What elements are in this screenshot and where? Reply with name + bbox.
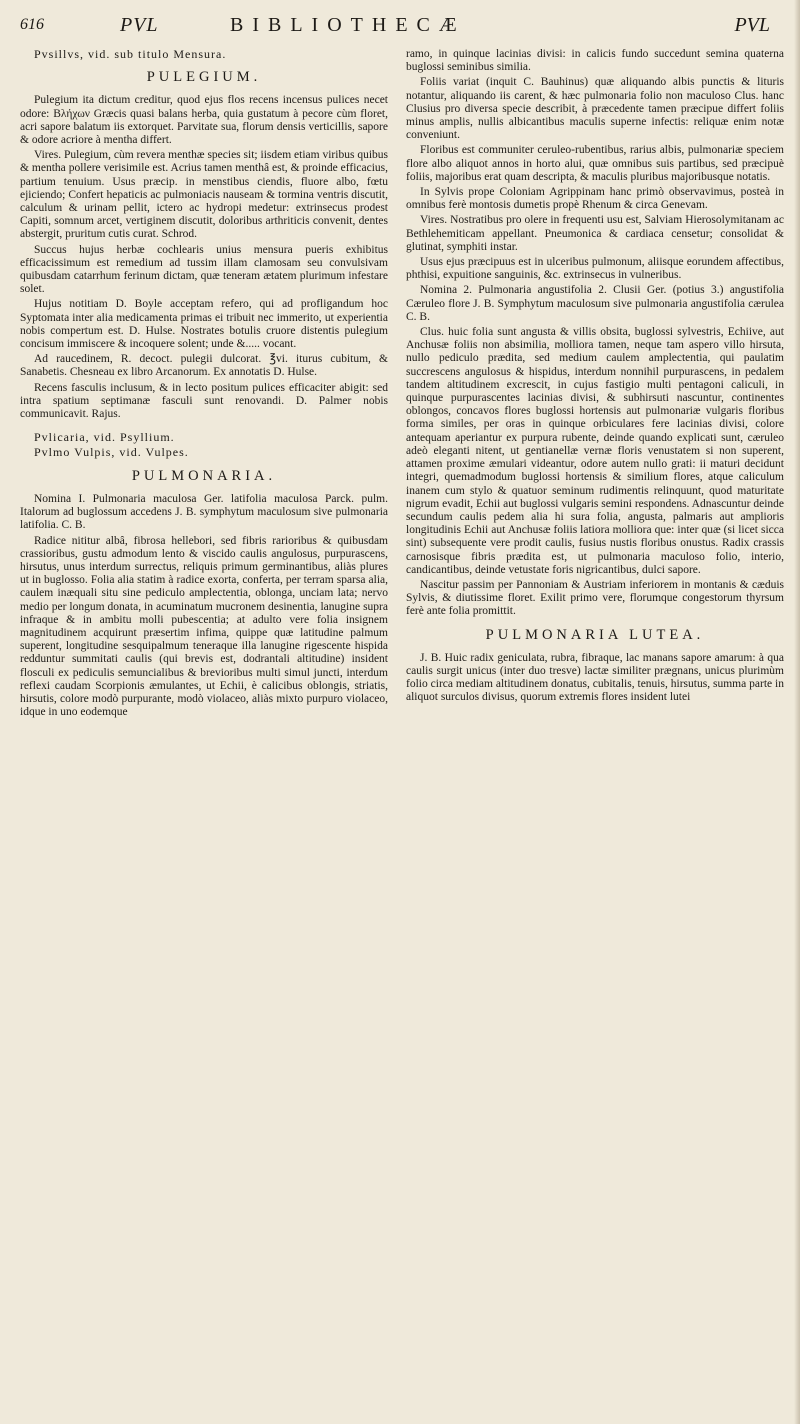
left-column — [20, 48, 388, 721]
paragraph: Vires. Pulegium, cùm revera menthæ species sit; iisdem etiam viribus quibus & mentha pollere verisimile est. Acrius tamen menthâ est, & proinde efficacius, partium tenuium. Usus præcip. in menstibus ciendis, fluore albo, fœtu ejiciendo; Confert hepaticis ac pulmoniacis nauseam & tormina ventris discutit, calculum & urinam pellit, ictero ac hydropi medetur: extrinsecus prodest Capiti, somnum arcet, vertiginem discutit, doloribus arthriticis convenit, dentes abstergit, pruritum cutis curat. Schrod. — [20, 149, 388, 241]
paragraph: Radice nititur albâ, fibrosa hellebori, sed fibris rarioribus & quibusdam crassioribus, gustu admodum lento & viscido caulis angulosus, purpurascens, hirsutus, unus interdum surrectus, reliquis primum germinantibus, aliàs plures ut in buglosso. Folia alia statim à radice exorta, conferta, per terram sparsa alia, caulem inæquali situ sine pediculo amplectentia, oblonga, unciam lata; nervo medio per longum donata, in acuminatum mucronem desinentia, lanugine supra infraque & in ambitu molli pubescentia; at adulto vere folia insignem magnitudinem acquirunt præsertim infima, quippe quæ latitudine palmum superent, longitudine sesquipalmum teneraque illa lanugine rigescente hispida redduntur summitati caulis (qui brevis est, dodrantali altitudine) insident flosculi ex pediculis semuncialibus & brevioribus multi simul juncti, interdum reflexi caudam Scorpionis æmulantes, ut Echii, è calicibus oblongis, striatis, hirsutis, colore modò purpurante, modò violaceo, aliàs mixto purpuro violaceo, idque in uno eodemque — [20, 534, 388, 719]
paragraph: Hujus notitiam D. Boyle acceptam refero, qui ad profligandum hoc Syptomata inter alia medicamenta primas ei tribuit nec immerito, ut experientia nobis compertum est. D. Hulse. Nostrates botulis cruore distentis pulegium concisum immiscere & incoquere solent; unde &..... vocant. — [20, 298, 388, 351]
paragraph: ramo, in quinque lacinias divisi: in calicis fundo succedunt semina quaterna buglossi seminibus similia. — [406, 48, 784, 74]
section-heading: PULMONARIA LUTEA. — [485, 626, 705, 643]
header-title: BIBLIOTHECÆ — [230, 14, 466, 36]
running-header — [20, 14, 780, 48]
paragraph: Floribus est communiter ceruleo-rubentibus, rarius albis, pulmonariæ speciem flore albo aliquot annos in horto alui, quæ omnibus suis partibus, sed præcipuè foliis, majoribus erat quam descripta, & maculis pluribus majoribusque notatis. — [406, 144, 784, 183]
cross-reference: Pvlicaria, vid. Psyllium. — [34, 430, 175, 445]
section-heading: PULEGIUM. — [146, 69, 262, 86]
header-right-word: PVL — [734, 14, 770, 36]
right-column — [406, 48, 784, 707]
paragraph: Pulegium ita dictum creditur, quod ejus flos recens incensus pulices necet odore: Βλήχων Græcis quasi balans herba, quia gustatum à pecore cùm floret, acri sapore balatum iis extorquet. Parvitate sua, florum densis verticillis, sapore & odore acriore à mentha differt. — [20, 94, 388, 147]
cross-reference: Pvsillvs, vid. sub titulo Mensura. — [34, 47, 227, 61]
paragraph: Clus. huic folia sunt angusta & villis obsita, buglossi sylvestris, Echiive, aut Anchusæ foliis non absimilia, molliora tamen, neque tam aspero villo hirsuta, nullo pediculo prædita, sed medium caulem amplectentia, qui paulatim succrescens angulosus & hispidus, interdum nonnihil purpurascens, in pedalem tandem altitudinem excrescit, in cujus fastigio multi pentagoni caliculi, in quinque purpurascentes lacinias divisi, & subhirsuti nascuntur, continentes oblongos, concavos flores buglossi hortensis aut pulmonariæ vulgaris floribus forma similes, per oras in quinque orbiculares fere lacinias divisi, colore antequam aperiantur ex purpura rubente, deinde quando explicati sunt, cæruleo adeò eleganti nitent, ut gentianellæ vernæ floris venustatem si non superent, attamen proxime æmulari videantur, odore autem nullo grati: ii maturi decidunt integri, quemadmodum buglossi hortensis & similium flores, atque caliculum inanem cum stylo & quatuor seminum rudimentis relinquunt, quod maturitate nigrum evadit, Echii aut buglossi vulgaris semini respondens. Adnascuntur deinde secundum caulis pedem alia hi sura folia, angusta, palmaris aut amplioris longitudinis Echii aut Anchusæ foliis latiora molliora que: inter quæ (si licet sicca sint) subsequente vere prodit caulis, fusius nustis floribus onustus. Radix crassis carnosisque fibris prædita est, ut pulmonaria maculoso folio, interio, candicantibus, deinde vetustate foris nigricantibus, dulci sapore. — [406, 326, 784, 576]
page-number: 616 — [20, 16, 44, 33]
paragraph: J. B. Huic radix geniculata, rubra, fibraque, lac manans sapore amarum: à qua caulis surgit unicus (inter duo tresve) lactæ similiter prægnans, unicus plurimùm folio circa mediam altitudinem donatus, cubitalis, tenuis, hirsutus, summa parte in aliquot surculos divisus, quorum extremis flores insident lutei — [406, 651, 784, 704]
paragraph: Nomina 2. Pulmonaria angustifolia 2. Clusii Ger. (potius 3.) angustifolia Cæruleo flore J. B. Symphytum maculosum sive pulmonaria angustifolia cærulea C. B. — [406, 284, 784, 323]
header-left-word: PVL — [120, 14, 159, 36]
paragraph: Ad raucedinem, R. decoct. pulegii dulcorat. ℥vi. iturus cubitum, & Sanabetis. Chesneau ex libro Arcanorum. Ex annotatis D. Hulse. — [20, 353, 388, 379]
cross-reference: Pvlmo Vulpis, vid. Vulpes. — [34, 445, 189, 460]
paragraph: Recens fasculis inclusum, & in lecto positum pulices efficaciter abigit: sed intra spatium septimanæ fasculi sunt renovandi. D. Palmer nobis communicavit. Rajus. — [20, 381, 388, 421]
paragraph: Nomina I. Pulmonaria maculosa Ger. latifolia maculosa Parck. pulm. Italorum ad buglossum accedens J. B. symphytum maculosum sive pulmonaria latifolia. C. B. — [20, 492, 388, 532]
paragraph: Usus ejus præcipuus est in ulceribus pulmonum, aliisque eorundem affectibus, phthisi, expuitione sanguinis, &c. extrinsecus in vulneribus. — [406, 256, 784, 282]
paragraph: Vires. Nostratibus pro olere in frequenti usu est, Salviam Hierosolymitanam ac Bethlehemiticam appellant. Pneumonica & cardiaca censetur; consolidat & glutinat, symphiti instar. — [406, 214, 784, 253]
paragraph: In Sylvis prope Coloniam Agrippinam hanc primò observavimus, posteà in omnibus ferè montosis dumetis propè Rhenum & circa Genevam. — [406, 186, 784, 212]
paragraph: Succus hujus herbæ cochlearis unius mensura pueris exhibitus efficacissimum est remedium ad tussim illam clamosam seu convulsivam quibusdam catarrhum ferinum dictam, quæ teneram ætatem plurimum infestare solet. — [20, 243, 388, 296]
section-heading: PULMONARIA. — [131, 467, 277, 484]
paragraph: Nascitur passim per Pannoniam & Austriam inferiorem in montanis & cæduis Sylvis, & diutissime floret. Exilit primo vere, florumque congestorum thyrsum ferè ante folia promittit. — [406, 578, 784, 618]
paragraph: Foliis variat (inquit C. Bauhinus) quæ aliquando albis punctis & lituris notantur, aliquando iis carent, & hæc pulmonaria folio non maculoso Clus. hanc Clusius pro diversa specie describit, à præcedente tamen præcipue differt foliis minus amplis, nullis albicantibus maculis superne infectis: reliquæ enim notæ conveniunt. — [406, 76, 784, 142]
page-edge-shadow — [794, 0, 800, 1424]
